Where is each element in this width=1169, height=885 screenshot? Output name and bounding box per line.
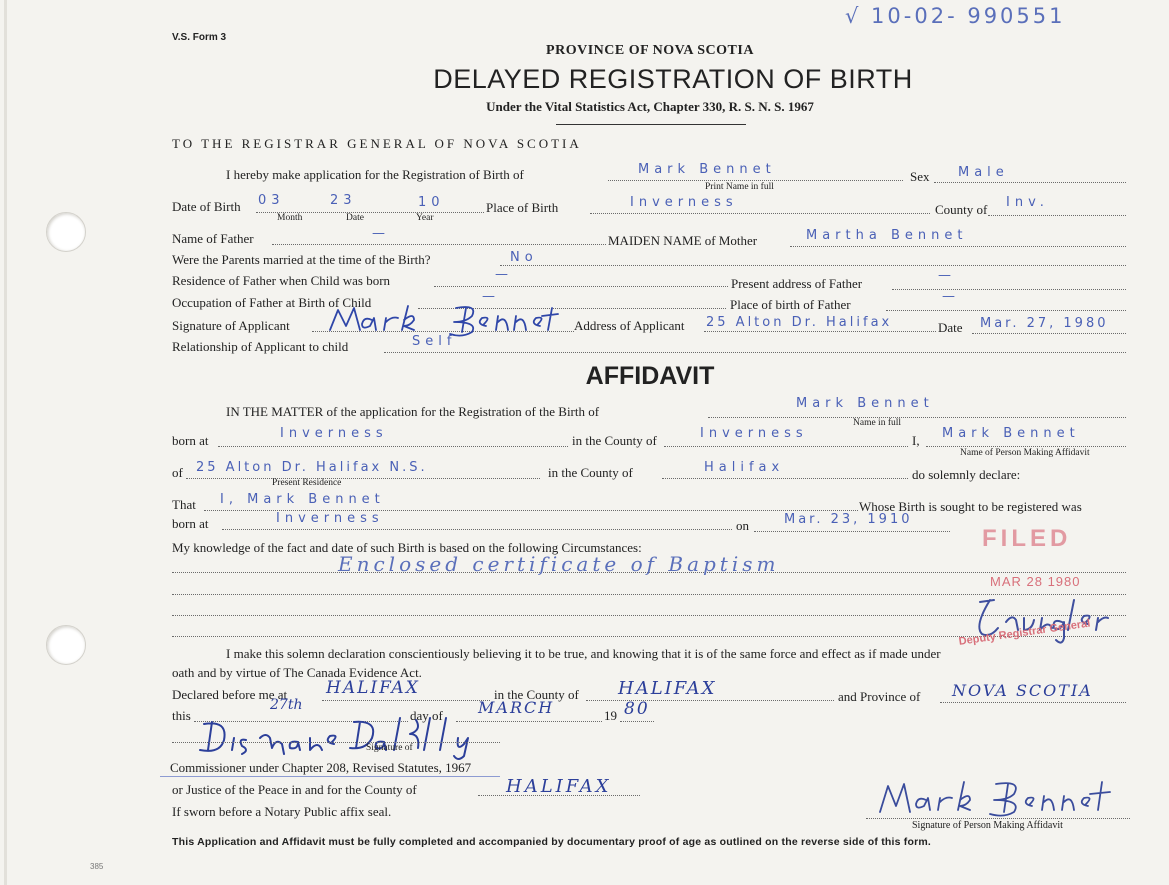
county-value: Inv. [1006, 195, 1049, 210]
solemn-line-2: oath and by virtue of The Canada Evidence Act. [172, 665, 422, 680]
dob-month-value: 03 [258, 193, 285, 208]
footer-note: This Application and Affidavit must be fully completed and accompanied by documentary proof of age as outlined on the reverse side of this form. [172, 836, 932, 848]
day-value: 27th [270, 697, 303, 713]
county2-value: Halifax [704, 460, 785, 475]
filed-date-stamp: MAR 28 1980 [990, 574, 1081, 589]
print-name-hint: Print Name in full [705, 182, 774, 192]
footer-code: 385 [90, 862, 104, 871]
born-at2-label: born at [172, 516, 209, 531]
province-label: and Province of [838, 689, 921, 704]
province-value: NOVA SCOTIA [952, 681, 1093, 700]
date-label: Date [938, 320, 963, 335]
title-underline [556, 124, 746, 125]
addressee: TO THE REGISTRAR GENERAL OF NOVA SCOTIA [172, 136, 582, 151]
address-applicant-value: 25 Alton Dr. Halifax [706, 315, 893, 330]
present-address-father-value: — [938, 268, 956, 283]
this-label: this [172, 708, 191, 723]
year-value: 80 [624, 699, 650, 719]
form-subtitle: Under the Vital Statistics Act, Chapter 330, R. S. N. S. 1967 [486, 99, 814, 114]
affiant-name-value: Mark Bennet [942, 426, 1080, 441]
occupation-father-value: — [482, 289, 500, 304]
that-label: That [172, 497, 196, 512]
matter-label: IN THE MATTER of the application for the Registration of the Birth of [226, 404, 600, 419]
mother-value: Martha Bennet [806, 228, 968, 243]
county-value: Inverness [700, 426, 808, 441]
residence-value: 25 Alton Dr. Halifax N.S. [196, 460, 428, 475]
punch-hole-top [46, 212, 86, 252]
intro-label: I hereby make application for the Registration of Birth of [226, 167, 524, 182]
circumstances-value: Enclosed certificate of Baptism [338, 552, 780, 576]
year-hint: Year [416, 213, 434, 223]
applicant-name-value: Mark Bennet [638, 162, 776, 177]
month-value: MARCH [478, 698, 555, 717]
notary-label: If sworn before a Notary Public affix seal. [172, 804, 392, 819]
affiant-signature-hint: Signature of Person Making Affidavit [912, 820, 1063, 831]
residence-father-label: Residence of Father when Child was born [172, 273, 391, 288]
declared-place-value: HALIFAX [326, 678, 420, 698]
married-label: Were the Parents married at the time of the Birth? [172, 252, 431, 267]
punch-hole-bottom [46, 625, 86, 665]
matter-name-value: Mark Bennet [796, 396, 934, 411]
occupation-father-label: Occupation of Father at Birth of Child [172, 295, 372, 310]
commissioner-underline [160, 776, 500, 777]
birthplace-father-value: — [942, 289, 960, 304]
commissioner-label: Commissioner under Chapter 208, Revised Statutes, 1967 [170, 760, 472, 775]
place-of-birth-value: Inverness [630, 195, 738, 210]
declared-county-value: HALIFAX [618, 678, 717, 699]
married-value: No [510, 250, 538, 265]
declared-county-label: in the County of [494, 687, 579, 702]
born-at-value: Inverness [280, 426, 388, 441]
i-label: I, [912, 433, 920, 448]
father-value: — [372, 226, 390, 241]
born-at2-value: Inverness [276, 511, 384, 526]
form-title: DELAYED REGISTRATION OF BIRTH [433, 64, 913, 94]
affidavit-heading: AFFIDAVIT [585, 362, 715, 390]
year-prefix: 19 [604, 708, 617, 723]
declare-label: do solemnly declare: [912, 467, 1021, 482]
dob-date-value: 23 [330, 193, 357, 208]
affiant-name-hint: Name of Person Making Affidavit [960, 448, 1090, 458]
justice-label: or Justice of the Peace in and for the County of [172, 782, 417, 797]
declared-label: Declared before me at [172, 687, 288, 702]
date-value: Mar. 27, 1980 [980, 316, 1109, 331]
dob-year-value: 10 [418, 195, 445, 210]
month-hint: Month [277, 213, 303, 223]
file-number: √ 10-02- 990551 [845, 4, 1066, 28]
on-value: Mar. 23, 1910 [784, 512, 913, 527]
on-label: on [736, 518, 749, 533]
relationship-value: Self [412, 334, 457, 349]
county-label: County of [935, 202, 988, 217]
page-fold [4, 0, 7, 885]
residence-hint: Present Residence [272, 478, 342, 488]
born-at-label: born at [172, 433, 209, 448]
solemn-line-1: I make this solemn declaration conscientiously believing it to be true, and knowing that it is of the same force and effect as if made under [226, 646, 941, 661]
that-value: I, Mark Bennet [220, 492, 385, 507]
relationship-label: Relationship of Applicant to child [172, 339, 349, 354]
name-in-full-hint: Name in full [853, 418, 902, 428]
knowledge-label: My knowledge of the fact and date of such Birth is based on the following Circumstances: [172, 540, 642, 555]
in-county-label: in the County of [572, 433, 657, 448]
registrar-stamp: Deputy Registrar General [958, 617, 1092, 648]
sex-value: Male [958, 165, 1009, 180]
whose-birth-label: Whose Birth is sought to be registered was [859, 499, 1082, 514]
commissioner-signature [194, 716, 524, 760]
mother-label: MAIDEN NAME of Mother [608, 233, 758, 248]
present-address-father-label: Present address of Father [731, 276, 863, 291]
date-hint: Date [346, 213, 364, 223]
form-number: V.S. Form 3 [172, 32, 227, 43]
applicant-signature [316, 302, 578, 336]
filed-stamp: FILED [982, 525, 1072, 552]
of-label: of [172, 465, 183, 480]
residence-father-value: — [495, 267, 513, 282]
signature-of-hint: Signature of [366, 743, 413, 753]
affiant-signature [874, 778, 1134, 822]
sex-label: Sex [910, 169, 930, 184]
birthplace-father-label: Place of birth of Father [730, 297, 851, 312]
day-of-label: day of [410, 708, 443, 723]
address-applicant-label: Address of Applicant [574, 318, 685, 333]
justice-value: HALIFAX [506, 776, 612, 797]
in-county2-label: in the County of [548, 465, 633, 480]
dob-label: Date of Birth [172, 199, 241, 214]
signature-applicant-label: Signature of Applicant [172, 318, 290, 333]
place-of-birth-label: Place of Birth [486, 200, 559, 215]
province-heading: PROVINCE OF NOVA SCOTIA [546, 43, 754, 58]
father-label: Name of Father [172, 231, 254, 246]
